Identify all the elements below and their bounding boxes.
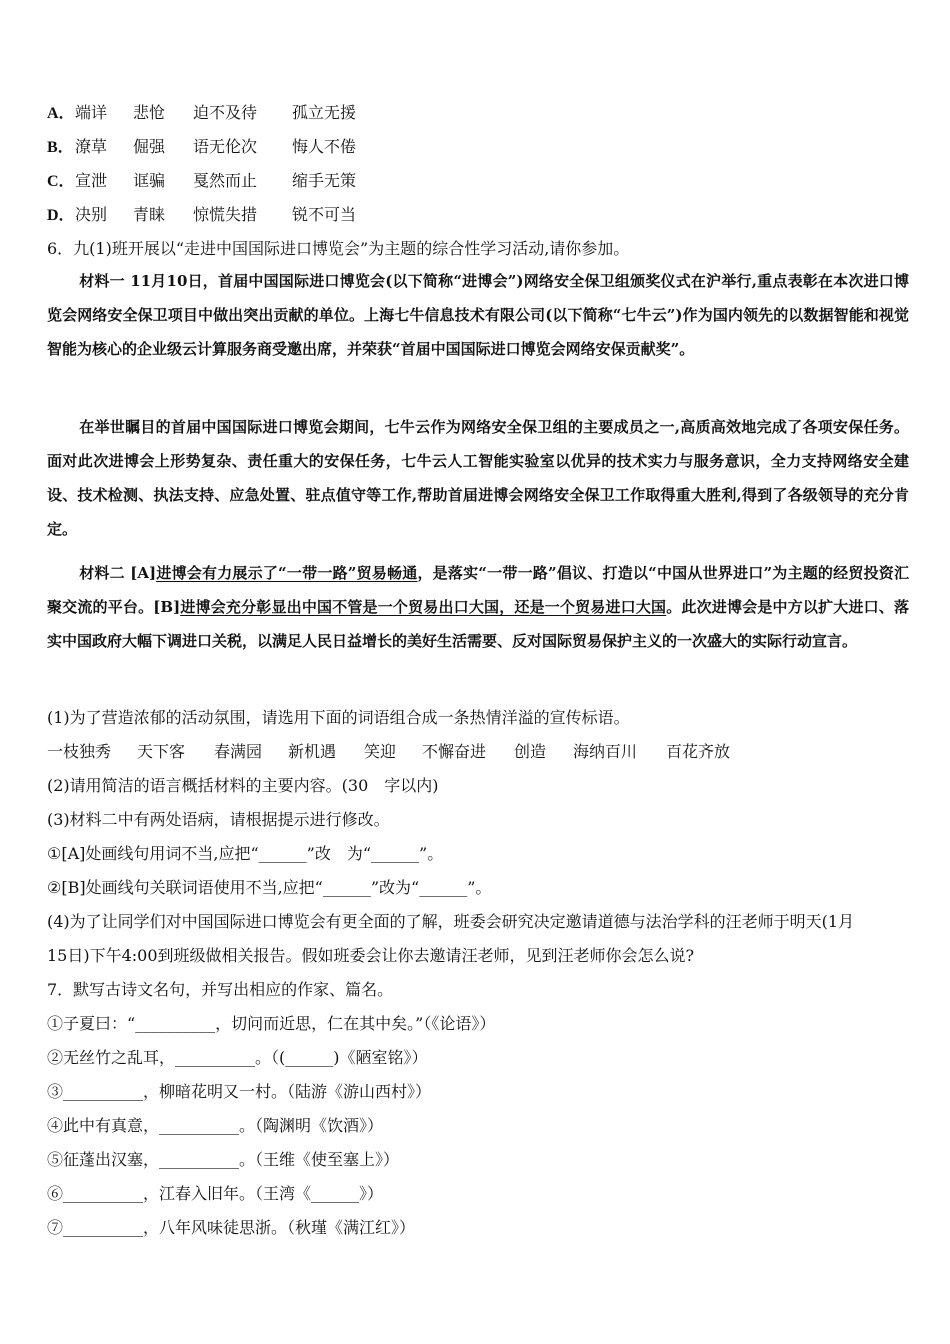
poem-line-4: ④此中有真意，__________。（陶渊明《饮酒》）	[47, 1116, 384, 1135]
option-word: 宣泄	[75, 171, 108, 190]
material-1-paragraph-2	[47, 410, 909, 546]
option-word: 潦草	[75, 137, 108, 156]
poem-line-5: ⑤征蓬出汉塞，__________。（王维《使至塞上》）	[47, 1150, 400, 1169]
poem-line-3: ③__________，柳暗花明又一村。（陆游《游山西村》）	[47, 1082, 432, 1101]
material-2-paragraph	[47, 556, 909, 658]
word-choice: 笑迎	[364, 742, 397, 761]
word-choice: 不懈奋进	[422, 742, 487, 761]
option-word: 戛然而止	[193, 171, 258, 190]
underlined-sentence-a: 进博会有力展示了“一带一路”贸易畅通	[156, 564, 418, 582]
option-word: 语无伦次	[193, 137, 258, 156]
sub-question-3-b: ②[B]处画线句关联词语使用不当,应把“______”改为“______”。	[47, 878, 492, 897]
option-a-row	[47, 103, 75, 124]
underlined-sentence-b: 进博会充分彰显出中国不管是一个贸易出口大国，还是一个贸易进口大国	[180, 598, 667, 616]
sub-question-4-line-1: (4)为了让同学们对中国国际进口博览会有更全面的了解，班委会研究决定邀请道德与法治学科的汪老师于明天(1月	[47, 912, 855, 931]
word-choice: 创造	[514, 742, 547, 761]
word-choice: 一枝独秀	[47, 742, 112, 761]
material-1-text: 材料一 11月10日，首届中国国际进口博览会(以下简称“进博会”)网络安全保卫组颁奖仪式在沪举行,重点表彰在本次进口博览会网络安全保卫项目中做出突出贡献的单位。上海七牛信息技术有限公司(以下简称“七牛云”)作为国内领先的以数据智能和视觉智能为核心的企业级云计算服务商受邀出席，并荣获“首届中国国际进口博览会网络安保贡献奖”。	[47, 272, 909, 358]
question-6-stem: 6．九(1)班开展以“走进中国国际进口博览会”为主题的综合性学习活动,请你参加。	[47, 239, 630, 258]
mark-a: [A]	[130, 564, 157, 582]
poem-line-7: ⑦__________，八年风味徒思浙。（秋瑾《满江红》）	[47, 1218, 416, 1237]
mark-b: [B]	[153, 598, 181, 616]
word-choice: 天下客	[137, 742, 186, 761]
option-word: 决别	[75, 205, 108, 224]
option-word: 悲怆	[133, 103, 166, 122]
material-2-text-2: 。此次进博会是中方以扩大进口、落实中国政府大幅下调进口关税，以满足人民日益增长的美好生活需要、反对国际贸易保护主义的一次盛大的实际行动宣言。	[47, 598, 909, 650]
option-c-row	[47, 171, 75, 192]
sub-question-3-a: ①[A]处画线句用词不当,应把“______”改 为“______”。	[47, 844, 444, 863]
option-word: 缩手无策	[292, 171, 357, 190]
word-choice: 百花齐放	[666, 742, 731, 761]
material-1-paragraph-1	[47, 264, 909, 366]
material-1-text-2: 在举世瞩目的首届中国国际进口博览会期间，七牛云作为网络安全保卫组的主要成员之一,高质高效地完成了各项安保任务。面对此次进博会上形势复杂、责任重大的安保任务，七牛云人工智能实验室以优异的技术实力与服务意识，全力支持网络安全建设、技术检测、执法支持、应急处置、驻点值守等工作,帮助首届进博会网络安全保卫工作取得重大胜利,得到了各级领导的充分肯定。	[47, 418, 909, 538]
material-2-text: ，是落实“一带一路”倡议、打造以“中国从世界进口”为主题的经贸投资汇聚交流的平台。	[47, 564, 909, 616]
sub-question-2: (2)请用简洁的语言概括材料的主要内容。(30 字以内)	[47, 776, 439, 795]
word-choice: 海纳百川	[573, 742, 638, 761]
option-word: 端详	[75, 103, 108, 122]
sub-question-3: (3)材料二中有两处语病，请根据提示进行修改。	[47, 810, 390, 829]
option-label: B．	[47, 139, 74, 156]
option-word: 惊慌失措	[193, 205, 258, 224]
word-choice: 新机遇	[288, 742, 337, 761]
poem-line-1: ①子夏曰：“__________，切问而近思，仁在其中矣。”（《论语》）	[47, 1014, 496, 1033]
word-choice: 春满园	[214, 742, 263, 761]
option-label: D．	[47, 207, 75, 224]
option-word: 孤立无援	[292, 103, 357, 122]
option-word: 诓骗	[133, 171, 166, 190]
sub-question-1: (1)为了营造浓郁的活动氛围，请选用下面的词语组合成一条热情洋溢的宣传标语。	[47, 708, 630, 727]
question-7-stem: 7．默写古诗文名句，并写出相应的作家、篇名。	[47, 980, 394, 999]
option-word: 青睐	[133, 205, 166, 224]
poem-line-2: ②无丝竹之乱耳，__________。（(______)《陋室铭》）	[47, 1048, 428, 1067]
option-label: A．	[47, 105, 75, 122]
sub-question-4-line-2: 15日)下午4:00到班级做相关报告。假如班委会让你去邀请汪老师，见到汪老师你会怎么说?	[47, 946, 695, 965]
option-word: 倔强	[133, 137, 166, 156]
option-b-row	[47, 137, 74, 158]
option-label: C．	[47, 173, 75, 190]
material-2-label: 材料二	[79, 564, 131, 582]
option-word: 迫不及待	[193, 103, 258, 122]
option-word: 悔人不倦	[292, 137, 357, 156]
option-word: 锐不可当	[292, 205, 357, 224]
poem-line-6: ⑥__________，江春入旧年。（王湾《______》）	[47, 1184, 384, 1203]
option-d-row	[47, 205, 75, 226]
